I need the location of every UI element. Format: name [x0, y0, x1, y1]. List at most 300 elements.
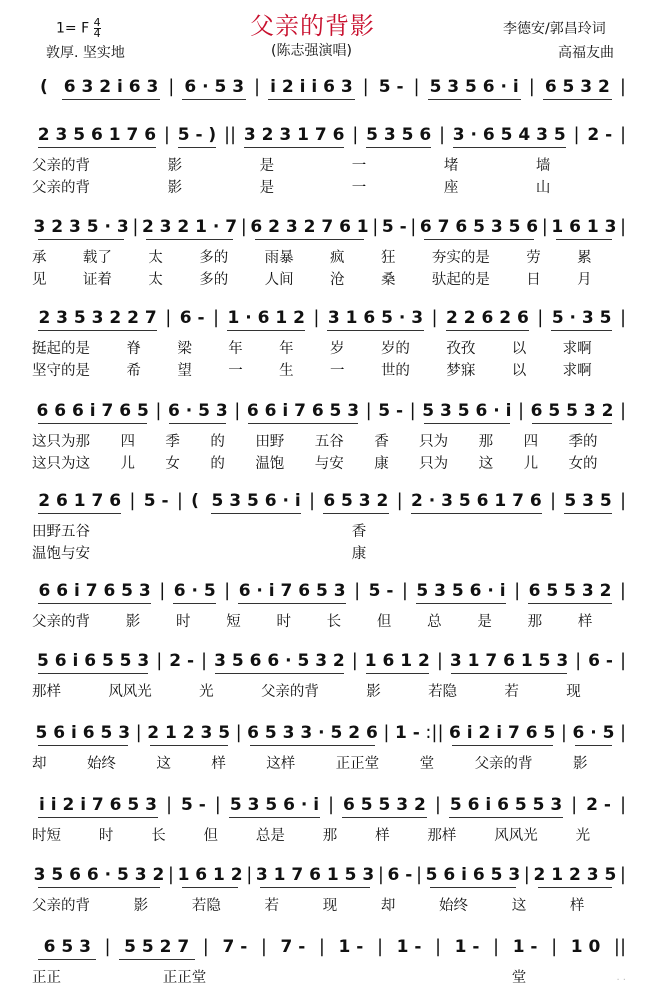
lyric-syllable: 风风光 [494, 828, 538, 844]
barline: | [436, 650, 443, 671]
note-group: ( [191, 490, 199, 511]
barline: | [135, 722, 142, 743]
lyric-syllable: 影 [366, 684, 381, 700]
beam-line [411, 513, 542, 514]
key-signature [56, 18, 101, 39]
barline: | [313, 307, 320, 328]
lyric-syllable: 证着 [82, 272, 112, 288]
lyric-syllable: 风风光 [108, 684, 152, 700]
note-group: ( [39, 76, 48, 97]
barline: | [551, 936, 558, 957]
note-group: 2 1 2 3 5 [144, 723, 234, 743]
lyric-syllable [308, 966, 410, 987]
lyric-syllable: 一 [228, 363, 243, 379]
barline: | [234, 400, 241, 421]
note-group: 1 6 1 3 [550, 217, 618, 237]
barline: | [165, 307, 172, 328]
barline: | [434, 794, 441, 815]
lyric-syllable: 一 [351, 158, 367, 174]
lyric-syllable: 多的 [199, 250, 229, 266]
music-row [32, 580, 628, 601]
lyric-syllable: 狂 [380, 250, 396, 266]
note-group: 5 3 5 6 · i [205, 491, 307, 511]
beam-line [38, 603, 151, 604]
note-group: 5 - [378, 400, 404, 421]
barline: | [528, 76, 535, 97]
key-text: 1= F [56, 20, 90, 37]
barline: | [549, 490, 557, 511]
note-group: 5 3 5 [558, 491, 618, 511]
barline: | [619, 307, 627, 328]
note-group: 5 3 5 6 · i [410, 581, 512, 601]
note-group: 5 - [181, 794, 206, 815]
beam-line [449, 817, 563, 818]
lyric-syllable: 父亲的背 [32, 180, 90, 196]
lyric-syllable: 温饱 [255, 456, 285, 472]
beam-line [169, 423, 226, 424]
barline: | [575, 650, 582, 671]
beam-line [538, 887, 612, 888]
lyric-syllable: 但 [376, 614, 392, 630]
note-group: 5 3 5 6 · i [418, 401, 516, 421]
note-group: i 2 i i 6 3 [262, 77, 361, 97]
barline: | [431, 307, 438, 328]
lyric-syllable: 是 [477, 614, 492, 630]
note-group: 6 5 5 3 2 [336, 795, 433, 815]
lyric-syllable: 那样 [427, 828, 457, 844]
barline: | [537, 307, 544, 328]
composer-credit: 高福友曲 [558, 45, 614, 61]
lyric-syllable: 样 [577, 614, 593, 630]
beam-line [38, 147, 156, 148]
barline: | [156, 650, 163, 671]
beam-line [182, 99, 246, 100]
barline: | [362, 76, 369, 97]
note-group: 1 - [512, 936, 538, 957]
note-group: 6 5 5 3 2 [526, 401, 618, 421]
barline: | [619, 400, 627, 421]
beam-line [366, 673, 429, 674]
barline: | [438, 124, 446, 145]
beam-line [38, 330, 157, 331]
barline: | [619, 124, 627, 145]
music-row [32, 124, 628, 145]
beam-line [424, 239, 533, 240]
note-group: 3 1 6 5 · 3 [321, 308, 429, 328]
lyric-syllable: 这只为这 [32, 456, 90, 472]
beam-line [248, 423, 357, 424]
note-group: 6 5 3 3 · 5 2 6 [244, 723, 382, 743]
lyric-syllable: 桑 [380, 272, 396, 288]
lyric-syllable: 却 [32, 756, 47, 772]
barline: | [619, 794, 627, 815]
lyric-syllable: 脊 [126, 341, 141, 357]
lyric-syllable: 世的 [380, 363, 410, 379]
note-group: 5 - [143, 490, 169, 511]
lyric-syllable: 父亲的背 [32, 158, 90, 174]
beam-line [227, 330, 305, 331]
lyric-syllable [410, 966, 512, 987]
lyric-syllable: 时短 [32, 828, 61, 844]
beam-line [268, 99, 355, 100]
lyric-syllable: 日 [526, 272, 541, 288]
beam-line [38, 423, 147, 424]
barline: | [514, 580, 521, 601]
note-group: 6 6 i 7 6 5 3 [32, 581, 157, 601]
note-group: 6 - [387, 864, 413, 885]
lyric-syllable: 父亲的背 [474, 756, 533, 772]
note-group: 5 3 5 6 [360, 125, 437, 145]
beam-line [215, 673, 344, 674]
barline: | [619, 722, 627, 743]
lyric-syllable: 光 [199, 684, 214, 700]
barline: | [376, 936, 384, 957]
barline: | [541, 216, 548, 237]
note-group: 6 · 5 [167, 581, 222, 601]
lyric-syllable: 女的 [568, 456, 598, 472]
lyric-syllable: 正正 [32, 970, 61, 986]
barline: | [523, 864, 530, 885]
barline: | [318, 936, 325, 957]
lyric-row [32, 824, 628, 845]
beam-line [119, 959, 195, 960]
beam-line [451, 673, 567, 674]
lyric-syllable: 月 [577, 272, 592, 288]
singer-credit: (陈志强演唱) [271, 43, 352, 59]
note-group: 3 1 7 6 1 5 3 [445, 651, 573, 671]
lyric-row [32, 752, 628, 773]
note-group: 1 - [454, 936, 480, 957]
lyric-syllable: 望 [177, 363, 192, 379]
lyric-syllable: 挺起的是 [32, 341, 90, 357]
note-group: 6 5 5 3 2 [522, 581, 618, 601]
lyric-syllable: 求啊 [562, 341, 592, 357]
lyric-syllable: 太 [148, 272, 163, 288]
lyric-syllable: 梦寐 [446, 363, 476, 379]
lyric-syllable: 梁 [177, 341, 192, 357]
lyric-syllable: 若隐 [191, 898, 221, 914]
lyric-syllable: 长 [326, 614, 342, 630]
lyric-syllable: 堵 [443, 158, 459, 174]
beam-line [260, 887, 370, 888]
lyric-syllable: 正正堂 [162, 970, 207, 986]
lyric-syllable: 父亲的背 [32, 614, 90, 630]
lyric-syllable: 孜孜 [446, 341, 476, 357]
beam-line [575, 745, 612, 746]
barline: | [167, 864, 174, 885]
lyric-syllable: 座 [443, 180, 459, 196]
barline: | [415, 864, 423, 885]
lyric-syllable: 却 [380, 898, 396, 914]
barline: | [176, 490, 183, 511]
note-group: 1 6 1 2 [176, 865, 244, 885]
barline: | [409, 400, 416, 421]
barline: | [619, 580, 626, 601]
barline: | [571, 794, 578, 815]
lyric-syllable: 疯 [330, 250, 345, 266]
barline: | [517, 400, 525, 421]
lyric-row [32, 680, 628, 701]
note-group: i i 2 i 7 6 5 3 [32, 795, 164, 815]
note-group: 3 5 6 6 · 5 3 2 [32, 865, 166, 885]
lyric-syllable: 父亲的背 [32, 898, 90, 914]
time-sig-top: 4 [93, 16, 101, 29]
lyric-syllable: 四 [120, 434, 135, 450]
barline: | [201, 650, 208, 671]
beam-line [244, 147, 344, 148]
lyric-syllable: 这只为那 [32, 434, 90, 450]
barline: | [214, 794, 221, 815]
lyric-row [32, 966, 628, 987]
lyric-row [32, 610, 628, 631]
lyric-syllable: 堂 [419, 756, 435, 772]
lyric-syllable: 现 [566, 684, 581, 700]
lyric-syllable: 的 [210, 456, 225, 472]
lyric-syllable: 见 [32, 272, 47, 288]
barline: | [560, 722, 567, 743]
music-row [32, 490, 628, 511]
lyric-syllable: 光 [575, 828, 591, 844]
note-group: 6 7 6 5 3 5 6 [418, 217, 539, 237]
music-row [32, 650, 628, 671]
note-group: 2 - [586, 794, 611, 815]
beam-line [424, 423, 510, 424]
lyric-syllable: 求啊 [562, 363, 592, 379]
lyric-syllable: 香 [351, 524, 367, 540]
barline: | [352, 124, 359, 145]
lyric-syllable: 希 [126, 363, 141, 379]
note-group: 2 · 3 5 6 1 7 6 [405, 491, 548, 511]
lyric-syllable: 的 [210, 434, 225, 450]
note-group: 1 - [396, 936, 422, 957]
barline: | [308, 490, 316, 511]
lyric-syllable: 这样 [266, 756, 296, 772]
lyric-syllable: 山 [535, 180, 551, 196]
barline: | [619, 864, 626, 885]
lyric-syllable: 生 [279, 363, 294, 379]
beam-line [556, 239, 612, 240]
lyric-syllable: 那 [478, 434, 494, 450]
barline: | [619, 490, 627, 511]
barline: | [240, 216, 247, 237]
beam-line [543, 99, 612, 100]
lyric-syllable: 时 [98, 828, 114, 844]
lyric-syllable: 影 [573, 756, 588, 772]
note-group: 2 3 5 6 1 7 6 [32, 125, 162, 145]
beam-line [528, 603, 612, 604]
note-group: 6 · 5 3 [163, 401, 232, 421]
lyric-syllable: 只为 [419, 456, 449, 472]
note-group: 3 2 3 1 7 6 [238, 125, 350, 145]
barline: | [129, 490, 136, 511]
lyric-syllable: 多的 [199, 272, 229, 288]
music-row [32, 864, 628, 885]
barline: | [573, 124, 580, 145]
note-group: 2 2 6 2 6 [440, 308, 536, 328]
lyric-syllable: 儿 [523, 456, 539, 472]
barline: | [159, 580, 166, 601]
note-group: 3 1 7 6 1 5 3 [254, 865, 376, 885]
barline: | [372, 216, 379, 237]
lyric-syllable: 墙 [535, 158, 551, 174]
lyric-syllable: 雨暴 [264, 250, 294, 266]
barline: | [165, 794, 173, 815]
lyric-syllable: 影 [133, 898, 149, 914]
lyric-syllable: 父亲的背 [260, 684, 319, 700]
lyric-syllable: 影 [167, 180, 183, 196]
barline: | [396, 490, 403, 511]
lyric-syllable: 短 [226, 614, 241, 630]
note-group: 3 · 6 5 4 3 5 [447, 125, 572, 145]
lyric-syllable: 那 [527, 614, 543, 630]
barline: | [224, 580, 231, 601]
lyric-row [32, 542, 628, 563]
barline: | [104, 936, 111, 957]
barline: | [202, 936, 209, 957]
note-group: 2 - [587, 124, 613, 145]
lyric-row [32, 520, 628, 541]
music-row [32, 216, 628, 237]
note-group: 6 · 5 [569, 723, 618, 743]
note-group: 2 6 1 7 6 [32, 491, 127, 511]
note-group: 1 6 1 2 [360, 651, 435, 671]
note-group: 5 - [378, 76, 404, 97]
lyric-syllable: 载了 [82, 250, 112, 266]
note-group: 1 - [338, 936, 364, 957]
barline: | [401, 580, 408, 601]
beam-line [182, 887, 238, 888]
barline: | [383, 722, 390, 743]
beam-line [250, 745, 376, 746]
lyric-syllable: 始终 [86, 756, 116, 772]
lyric-syllable: 承 [32, 250, 47, 266]
note-group: 2 - [169, 650, 195, 671]
music-row [32, 794, 628, 815]
beam-line [532, 423, 612, 424]
note-group: 2 3 5 3 2 2 7 [32, 308, 163, 328]
lyric-row [32, 430, 628, 451]
lyric-row [32, 452, 628, 473]
beam-line [453, 147, 566, 148]
barline: | [235, 722, 242, 743]
barline: | [328, 794, 335, 815]
beam-line [238, 603, 346, 604]
beam-line [342, 817, 427, 818]
lyric-syllable: 年 [228, 341, 243, 357]
lyric-syllable: 一 [330, 363, 345, 379]
beam-line [211, 513, 301, 514]
lyric-syllable: 岁的 [380, 341, 410, 357]
lyric-syllable: 以 [511, 341, 527, 357]
lyric-syllable: 正正堂 [335, 756, 380, 772]
note-group: 7 - [280, 936, 306, 957]
barline: | [260, 936, 267, 957]
lyric-syllable: 是 [259, 180, 275, 196]
note-group: 5 - [381, 216, 407, 237]
note-group: 7 - [222, 936, 248, 957]
lyric-syllable: 岁 [330, 341, 345, 357]
beam-line [564, 513, 612, 514]
note-group: 3 5 6 6 · 5 3 2 [209, 651, 350, 671]
barline: | [410, 216, 417, 237]
lyric-row [32, 359, 628, 380]
note-group: 6 · 5 3 [176, 77, 252, 97]
lyric-row [32, 176, 628, 197]
lyric-syllable: 女 [165, 456, 180, 472]
note-group: 6 2 3 2 7 6 1 [249, 217, 370, 237]
lyric-syllable: 总是 [255, 828, 285, 844]
beam-line [366, 147, 431, 148]
lyric-syllable: 儿 [120, 456, 135, 472]
note-group: 5 - [368, 580, 394, 601]
lyric-syllable: 年 [279, 341, 294, 357]
lyric-syllable: 时 [276, 614, 291, 630]
lyric-syllable: 夯实的是 [431, 250, 490, 266]
lyric-syllable: 但 [203, 828, 219, 844]
note-group: 2 1 2 3 5 [532, 865, 618, 885]
lyric-syllable: 坚守的是 [32, 363, 90, 379]
lyric-syllable: 只为 [419, 434, 449, 450]
lyric-syllable: 驮起的是 [431, 272, 490, 288]
beam-line [173, 603, 216, 604]
note-group: 6 i 2 i 7 6 5 [446, 723, 559, 743]
barline: | [155, 400, 162, 421]
lyric-syllable: 季的 [568, 434, 598, 450]
barline: || [223, 124, 237, 145]
beam-line [327, 330, 423, 331]
lyric-syllable: 始终 [439, 898, 469, 914]
beam-line [178, 147, 216, 148]
barline: | [493, 936, 500, 957]
song-title: 父亲的背影 [250, 12, 375, 40]
beam-line [146, 239, 232, 240]
time-signature [94, 18, 101, 39]
lyric-syllable: 样 [375, 828, 390, 844]
barline: | [619, 650, 627, 671]
lyric-syllable: 样 [211, 756, 226, 772]
beam-line [38, 959, 96, 960]
lyric-syllable: 四 [523, 434, 539, 450]
music-row [32, 722, 628, 743]
lyric-syllable: 样 [569, 898, 585, 914]
lyric-row [32, 154, 628, 175]
barline: | [351, 650, 358, 671]
lyric-syllable: 田野 [255, 434, 285, 450]
note-group: 5 3 5 6 · i [223, 795, 326, 815]
note-group: 6 5 3 2 [317, 491, 395, 511]
note-group: 5 6 i 6 5 3 [32, 723, 134, 743]
lyric-syllable: 那 [322, 828, 338, 844]
lyric-syllable: 田野五谷 [32, 524, 90, 540]
lyric-syllable: 若 [264, 898, 280, 914]
lyric-syllable: 这 [511, 898, 527, 914]
lyric-syllable: 季 [165, 434, 180, 450]
lyric-syllable: 总 [427, 614, 442, 630]
barline: | [163, 124, 170, 145]
beam-line [38, 817, 158, 818]
note-group: 1 · 6 1 2 [221, 308, 311, 328]
music-row [32, 400, 628, 421]
lyric-row [32, 268, 628, 289]
barline: :|| [425, 722, 444, 743]
lyric-syllable: 现 [322, 898, 338, 914]
music-row [32, 76, 628, 97]
music-row [32, 307, 628, 328]
lyric-syllable: 康 [374, 456, 389, 472]
lyric-syllable: 香 [374, 434, 389, 450]
beam-line [38, 887, 160, 888]
note-group: 5 - ) [172, 125, 222, 145]
